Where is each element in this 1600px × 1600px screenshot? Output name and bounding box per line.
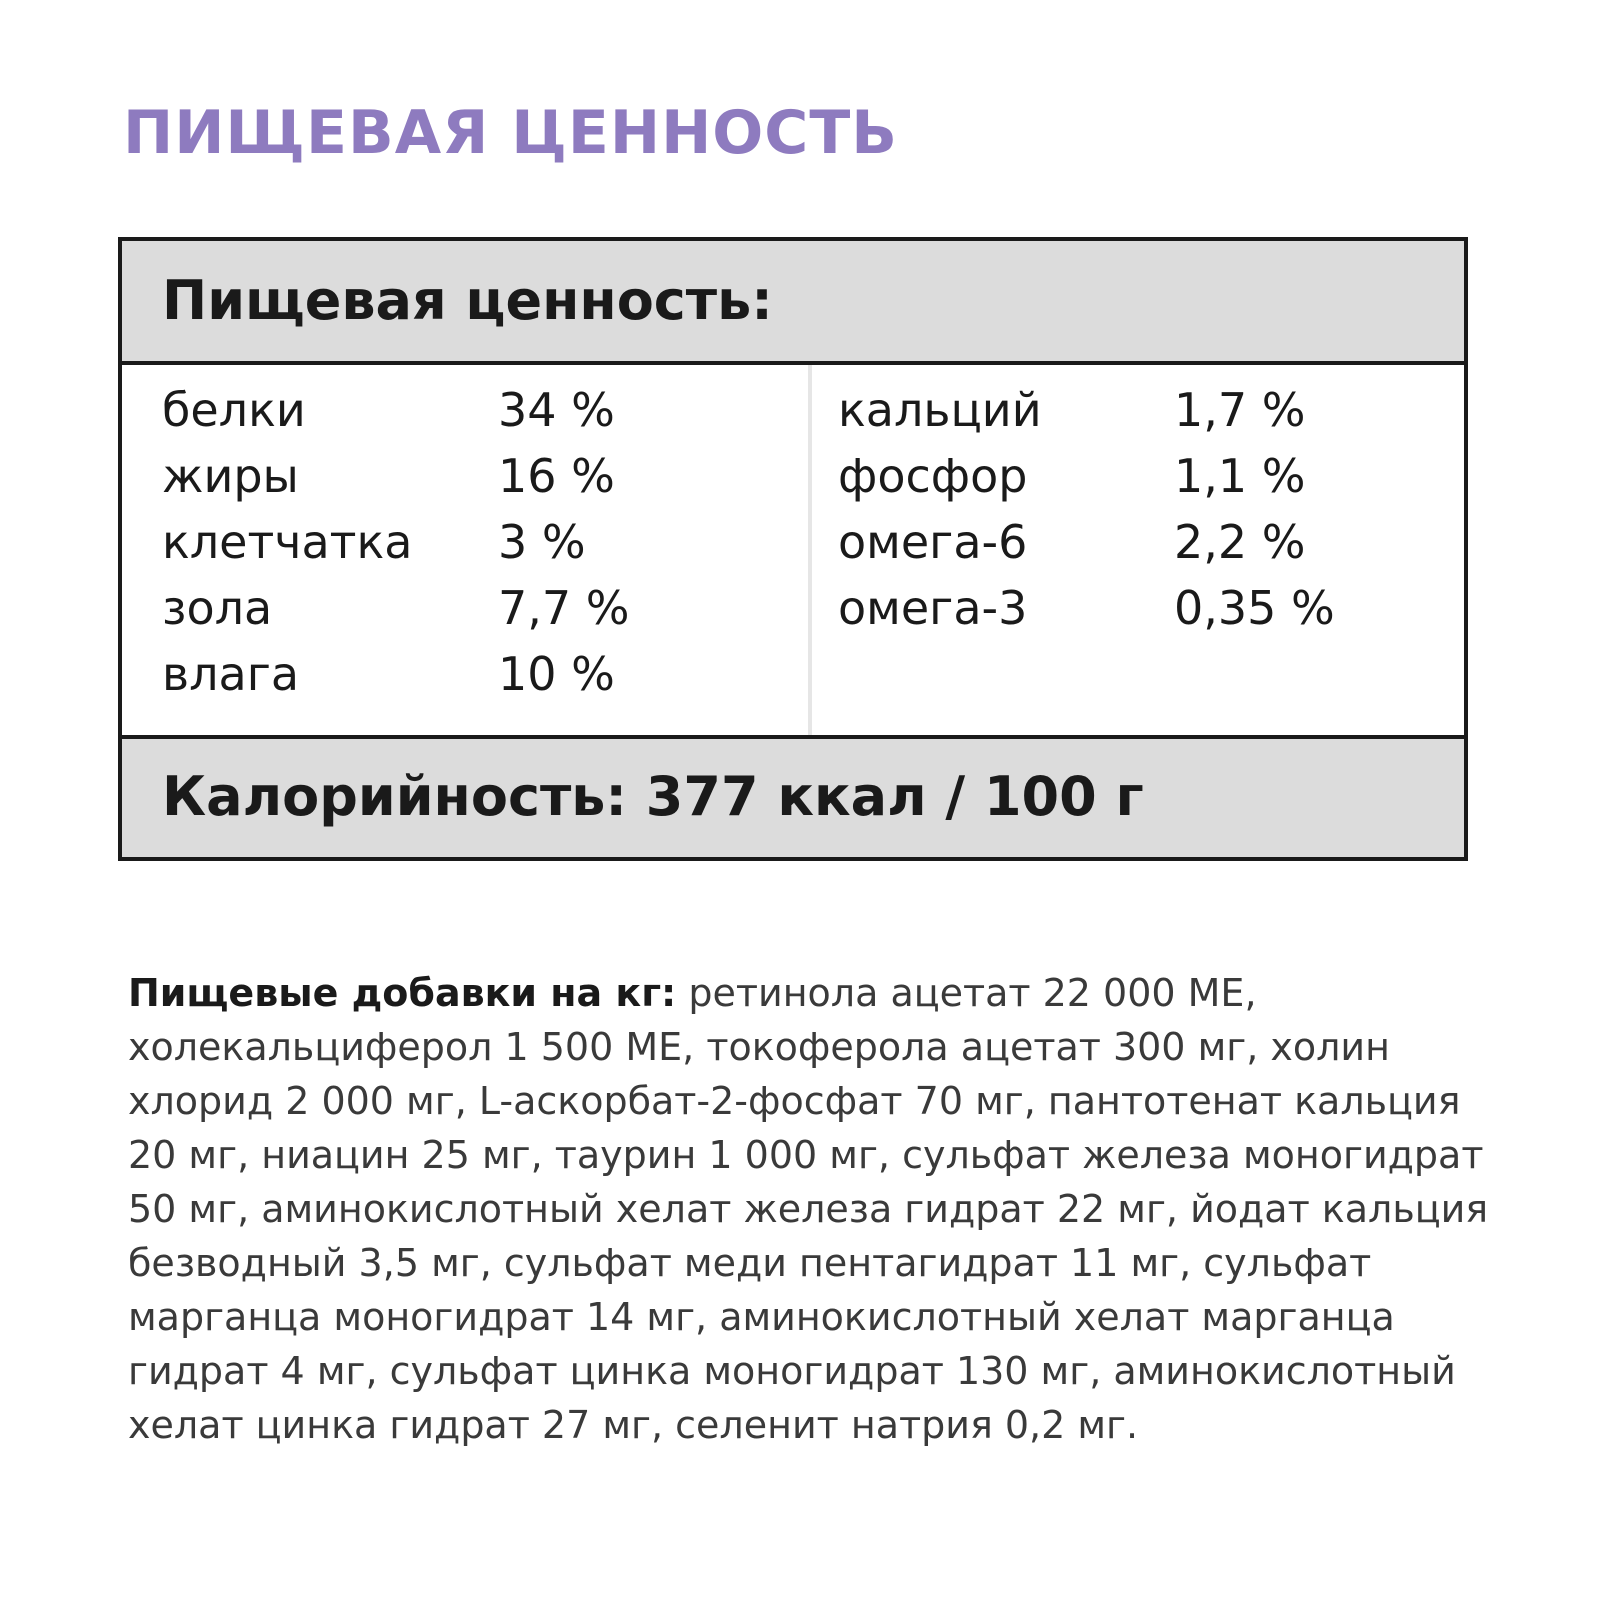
nutrition-table-footer: [122, 735, 1464, 857]
nutrient-value: 2,2 %: [1174, 515, 1306, 569]
nutrient-value: 0,35 %: [1174, 581, 1335, 635]
nutrition-table-title: Пищевая ценность:: [162, 269, 773, 332]
additives-text: ретинола ацетат 22 000 МЕ, холекальциферол 1 500 МЕ, токоферола ацетат 300 мг, холин хлорид 2 000 мг, L-аскорбат-2-фосфат 70 мг, пантотенат кальция 20 мг, ниацин 25 мг, таурин 1 000 мг, сульфат железа моногидрат 50 мг, аминокислотный хелат железа гидрат 22 мг, йодат кальция безводный 3,5 мг, сульфат меди пентагидрат 11 мг, сульфат марганца моногидрат 14 мг, аминокислотный хелат марганца гидрат 4 мг, сульфат цинка моногидрат 130 мг, аминокислотный хелат цинка гидрат 27 мг, селенит натрия 0,2 мг.: [128, 971, 1489, 1447]
calories-text: Калорийность: 377 ккал / 100 г: [162, 765, 1144, 828]
column-divider: [808, 365, 812, 739]
additives-label: Пищевые добавки на кг:: [128, 971, 677, 1015]
nutrient-name: омега-3: [838, 581, 1028, 635]
additives-paragraph: [128, 966, 1508, 1452]
nutrient-value: 7,7 %: [498, 581, 630, 635]
nutrient-name: белки: [162, 383, 306, 437]
nutrient-name: омега-6: [838, 515, 1028, 569]
nutrient-name: фосфор: [838, 449, 1028, 503]
nutrition-table-header: [122, 241, 1464, 365]
nutrient-value: 3 %: [498, 515, 586, 569]
nutrient-name: зола: [162, 581, 273, 635]
nutrient-value: 1,1 %: [1174, 449, 1306, 503]
nutrient-name: жиры: [162, 449, 299, 503]
nutrient-value: 10 %: [498, 647, 615, 701]
nutrient-name: влага: [162, 647, 300, 701]
nutrient-name: клетчатка: [162, 515, 413, 569]
page-title: ПИЩЕВАЯ ЦЕННОСТЬ: [123, 98, 898, 168]
nutrient-name: кальций: [838, 383, 1042, 437]
nutrient-value: 1,7 %: [1174, 383, 1306, 437]
nutrient-value: 34 %: [498, 383, 615, 437]
nutrition-table-body: [122, 365, 1464, 739]
nutrition-table: [118, 237, 1468, 861]
nutrient-value: 16 %: [498, 449, 615, 503]
